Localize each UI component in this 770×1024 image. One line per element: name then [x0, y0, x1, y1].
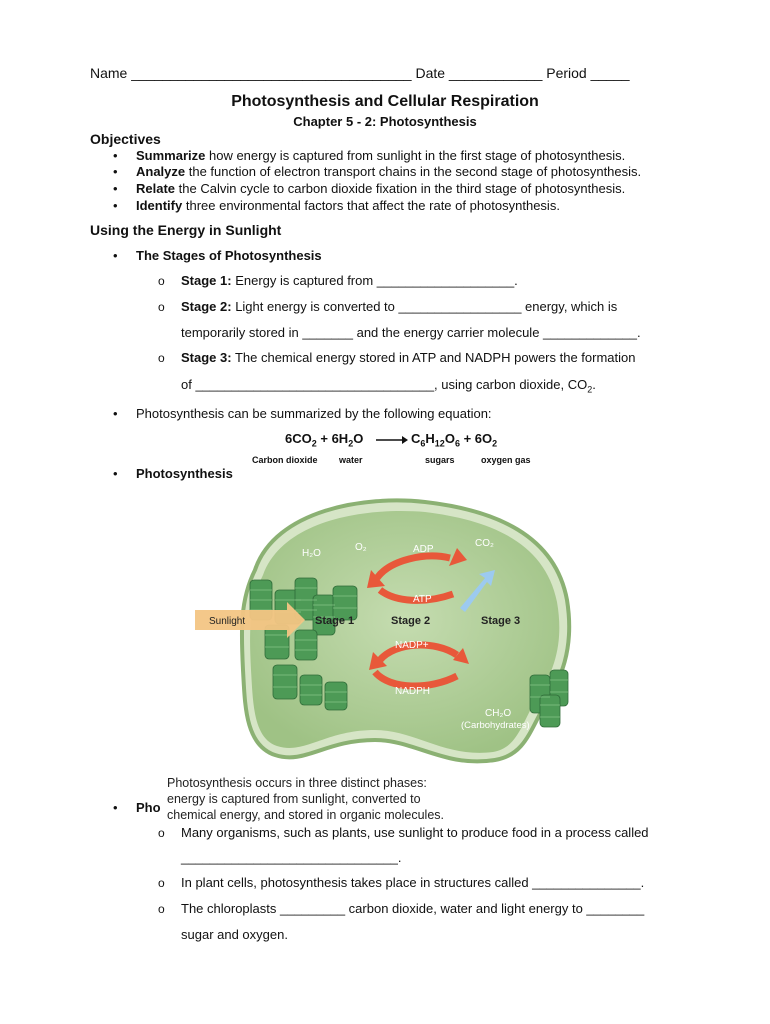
o-marker: o	[158, 826, 165, 840]
date-label: Date	[415, 65, 446, 81]
eq-sub: 6	[420, 438, 426, 449]
eq-label-co2: Carbon dioxide	[252, 455, 318, 465]
name-blank[interactable]: ____________________________________	[131, 65, 412, 81]
bullet-dot: •	[113, 148, 118, 163]
name-label: Name	[90, 65, 128, 81]
objective-text: how energy is captured from sunlight in the first stage of photosynthesis.	[205, 148, 626, 163]
section-heading-energy: Using the Energy in Sunlight	[90, 222, 282, 238]
eq-sub: 2	[311, 438, 317, 449]
stages-heading: The Stages of Photosynthesis	[136, 248, 322, 263]
eq-label-sugars: sugars	[425, 455, 455, 465]
diagram-label-stage1: Stage 1	[315, 615, 355, 627]
eq-h: H	[425, 431, 435, 446]
stage3-end: .	[592, 377, 596, 392]
equation-arrow	[376, 434, 408, 446]
diagram-label-h2o: H₂O	[302, 548, 321, 559]
section2-o2: In plant cells, photosynthesis takes place in structures called _______________.	[181, 875, 645, 890]
bullet-partial-heading: Pho	[136, 800, 161, 815]
stage1-line	[181, 273, 518, 288]
objective-item	[136, 148, 625, 163]
eq-sub: 12	[434, 438, 445, 449]
period-label: Period	[546, 65, 587, 81]
o-marker: o	[158, 351, 165, 365]
stage3-cont	[181, 377, 596, 395]
page-subtitle: Chapter 5 - 2: Photosynthesis	[293, 114, 477, 129]
section2-o3-cont: sugar and oxygen.	[181, 927, 288, 942]
objective-text: the function of electron transport chains in the second stage of photosynthesis.	[185, 164, 642, 179]
co2-subscript: 2	[587, 384, 593, 395]
o-marker: o	[158, 876, 165, 890]
objective-verb: Analyze	[136, 164, 186, 179]
o-marker: o	[158, 902, 165, 916]
bullet-dot: •	[113, 466, 118, 481]
diagram-label-nadph: NADPH	[395, 686, 431, 697]
stage3-label: Stage 3:	[181, 350, 232, 365]
bullet-dot: •	[113, 800, 118, 815]
stage2-label: Stage 2:	[181, 299, 232, 314]
diagram-label-stage2: Stage 2	[391, 615, 431, 627]
stage2-text: Light energy is converted to _________________ energy, which is	[231, 299, 618, 314]
objective-item	[136, 198, 560, 213]
section2-o3: The chloroplasts _________ carbon dioxide, water and light energy to ________	[181, 901, 645, 916]
eq-sub: 6	[454, 438, 460, 449]
diagram-label-ch2o: CH₂O	[485, 708, 512, 719]
diagram-label-o2: O₂	[355, 542, 367, 553]
eq-co2: 6CO	[285, 431, 312, 446]
stage2-line	[181, 299, 617, 314]
equation-reactants	[285, 431, 363, 449]
photosynthesis-heading: Photosynthesis	[136, 466, 233, 481]
bullet-dot: •	[113, 181, 118, 196]
stage1-text: Energy is captured from ___________________.	[231, 273, 518, 288]
objective-verb: Relate	[136, 181, 176, 196]
diagram-label-carbs: (Carbohydrates)	[461, 720, 530, 731]
objective-item	[136, 164, 641, 179]
objective-text: the Calvin cycle to carbon dioxide fixation in the third stage of photosynthesis.	[175, 181, 626, 196]
diagram-label-adp: ADP	[413, 544, 434, 555]
eq-o2: + 6O	[459, 431, 493, 446]
stage3-text: The chemical energy stored in ATP and NADPH powers the formation	[231, 350, 636, 365]
caption-line: chemical energy, and stored in organic molecules.	[167, 808, 444, 822]
eq-o: O	[353, 431, 364, 446]
page-title: Photosynthesis and Cellular Respiration	[231, 93, 539, 110]
equation-products	[411, 431, 497, 449]
equation-intro: Photosynthesis can be summarized by the following equation:	[136, 406, 492, 421]
diagram-label-co2: CO₂	[475, 538, 494, 549]
bullet-dot: •	[113, 248, 118, 263]
diagram-label-stage3: Stage 3	[481, 615, 521, 627]
stage1-label: Stage 1:	[181, 273, 232, 288]
objective-verb: Identify	[136, 198, 183, 213]
objective-item	[136, 181, 625, 196]
eq-h2o: + 6H	[316, 431, 349, 446]
section2-o1-cont: ______________________________.	[181, 850, 402, 865]
bullet-dot: •	[113, 198, 118, 213]
eq-sub: 2	[492, 438, 498, 449]
chloroplast-diagram	[195, 490, 580, 790]
objectives-heading: Objectives	[90, 131, 161, 147]
diagram-label-nadp: NADP+	[395, 640, 429, 651]
eq-c: C	[411, 431, 421, 446]
bullet-dot: •	[113, 164, 118, 179]
caption-line: Photosynthesis occurs in three distinct phases:	[167, 776, 427, 790]
diagram-caption	[167, 775, 487, 823]
bullet-dot: •	[113, 406, 118, 421]
stage2-cont: temporarily stored in _______ and the energy carrier molecule _____________.	[181, 325, 641, 340]
eq-sub: 2	[348, 438, 354, 449]
stage3-line	[181, 350, 636, 365]
diagram-label-sunlight: Sunlight	[209, 616, 246, 627]
eq-o: O	[444, 431, 455, 446]
date-blank[interactable]: ____________	[448, 65, 543, 81]
o-marker: o	[158, 274, 165, 288]
eq-label-water: water	[339, 455, 363, 465]
eq-label-oxygen: oxygen gas	[481, 455, 531, 465]
caption-line: energy is captured from sunlight, converted to	[167, 792, 421, 806]
diagram-label-atp: ATP	[413, 594, 432, 605]
stage3-cont-text: of _________________________________, using carbon dioxide, CO	[181, 377, 588, 392]
objective-verb: Summarize	[136, 148, 206, 163]
objective-text: three environmental factors that affect the rate of photosynthesis.	[182, 198, 560, 213]
o-marker: o	[158, 300, 165, 314]
period-blank[interactable]: _____	[590, 65, 630, 81]
section2-o1: Many organisms, such as plants, use sunlight to produce food in a process called	[181, 825, 649, 840]
header-line	[90, 65, 630, 81]
